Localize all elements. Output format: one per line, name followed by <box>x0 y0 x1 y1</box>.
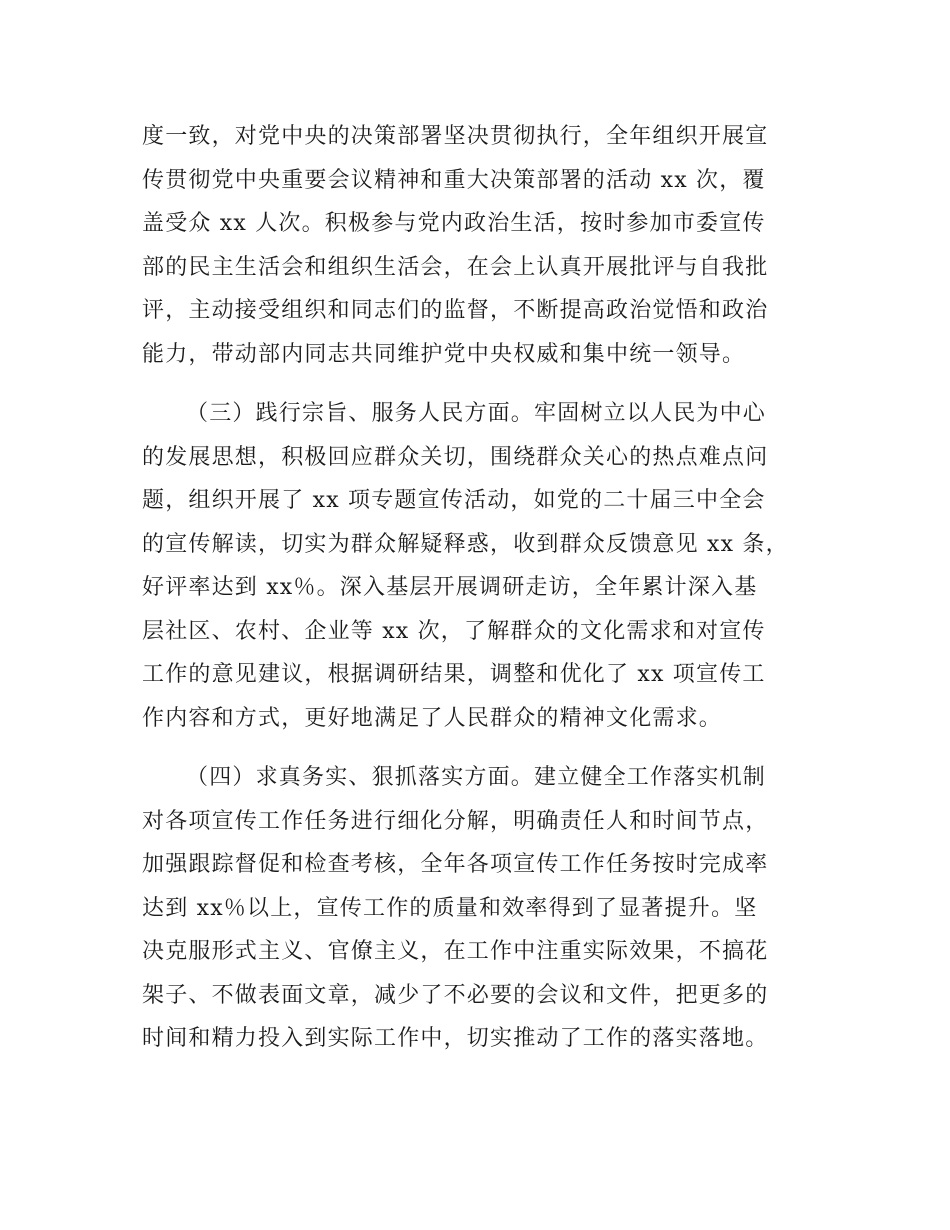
section-heading-line: （三）践行宗旨、服务人民方面。牢固树立以人民为中心 <box>186 401 767 426</box>
paragraph-line: 能力，带动部内同志共同维护党中央权威和集中统一领导。 <box>142 341 746 367</box>
paragraph-line: 作内容和方式，更好地满足了人民群众的精神文化需求。 <box>142 705 723 731</box>
paragraph-line: 的宣传解读，切实为群众解疑释惑，收到群众反馈意见 xx 条， <box>142 531 789 557</box>
paragraph-line: 层社区、农村、企业等 xx 次，了解群众的文化需求和对宣传 <box>142 618 766 644</box>
paragraph-spacer <box>142 740 832 756</box>
paragraph-line: 部的民主生活会和组织生活会，在会上认真开展批评与自我批 <box>142 254 769 280</box>
paragraph-line: 加强跟踪督促和检查考核，全年各项宣传工作任务按时完成率 <box>142 852 769 877</box>
section-heading-line: （四）求真务实、狠抓落实方面。建立健全工作落实机制 <box>186 765 767 790</box>
paragraph-line: 的发展思想，积极回应群众关切，围绕群众关心的热点难点问 <box>142 444 769 470</box>
paragraph-line: 度一致，对党中央的决策部署坚决贯彻执行，全年组织开展宣 <box>142 124 769 149</box>
paragraph-line: 题，组织开展了 xx 项专题宣传活动，如党的二十届三中全会 <box>142 488 766 513</box>
document-body <box>142 115 832 1061</box>
paragraph-line: 时间和精力投入到实际工作中，切实推动了工作的落实落地。 <box>142 1026 769 1051</box>
paragraph-line: 达到 xx％以上，宣传工作的质量和效率得到了显著提升。坚 <box>142 895 758 921</box>
paragraph-line: 传贯彻党中央重要会议精神和重大决策部署的活动 xx 次，覆 <box>142 167 766 193</box>
paragraph-spacer <box>142 376 832 392</box>
paragraph-serve-people <box>142 392 832 740</box>
paragraph-line: 架子、不做表面文章，减少了不必要的会议和文件，把更多的 <box>142 982 769 1008</box>
paragraph-line: 决克服形式主义、官僚主义，在工作中注重实际效果，不搞花 <box>142 939 769 964</box>
paragraph-implementation <box>142 756 832 1061</box>
paragraph-line: 工作的意见建议，根据调研结果，调整和优化了 xx 项宣传工 <box>142 662 766 687</box>
paragraph-line: 对各项宣传工作任务进行细化分解，明确责任人和时间节点， <box>142 808 769 834</box>
paragraph-political-stance <box>142 115 832 376</box>
paragraph-line: 好评率达到 xx％。深入基层开展调研走访，全年累计深入基 <box>142 575 758 600</box>
paragraph-line: 盖受众 xx 人次。积极参与党内政治生活，按时参加市委宣传 <box>142 211 766 236</box>
paragraph-line: 评，主动接受组织和同志们的监督，不断提高政治觉悟和政治 <box>142 298 769 323</box>
